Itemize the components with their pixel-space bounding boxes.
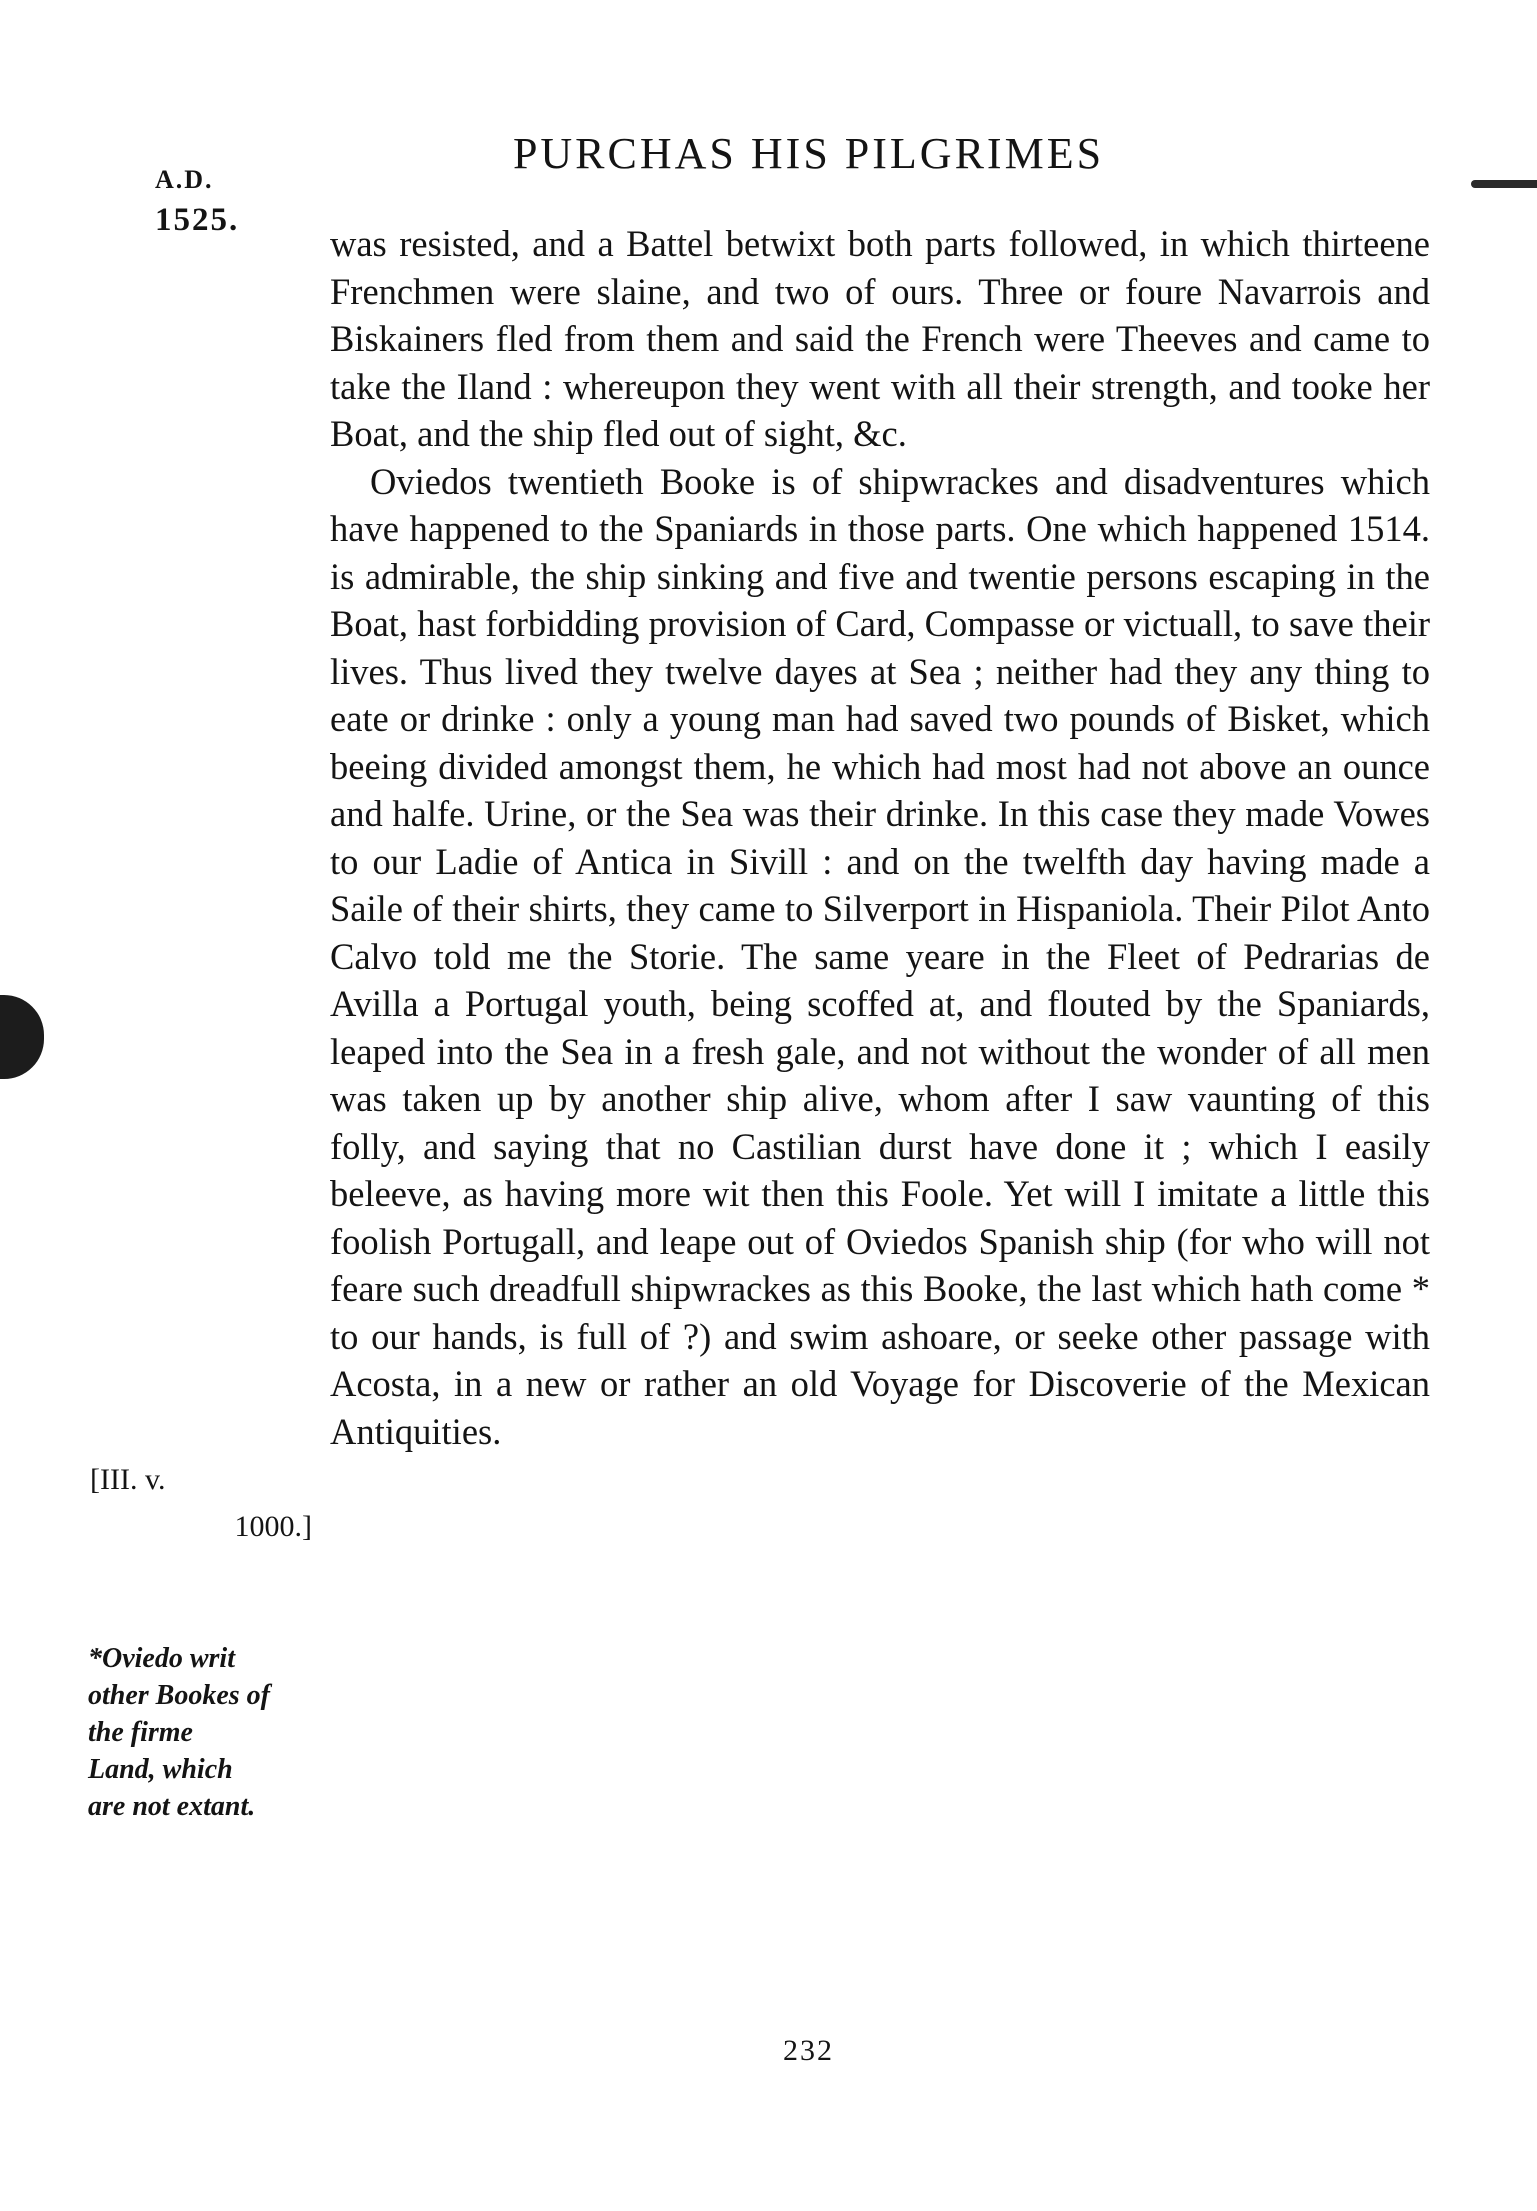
margin-reference-line: 1000.]: [234, 1510, 312, 1543]
margin-note-line: Land, which: [88, 1754, 233, 1785]
faint-marginalia: [150, 472, 290, 552]
page-number: 232: [783, 2034, 834, 2067]
year-era: A.D.: [155, 165, 214, 194]
paragraph: Oviedos twentieth Booke is of shipwrackes and disadventures which have happened to the Spaniards in those parts. One which happened 1514. is admirable, the ship sinking and five and twentie persons escaping in the Boat, hast forbidding provision of Card, Compasse or victuall, to save their lives. Thus lived they twelve dayes at Sea ; neither had they any thing to eate or drinke : only a young man had saved two pounds of Bisket, which beeing divided amongst them, he which had most had not above an ounce and halfe. Urine, or the Sea was their drinke. In this case they made Vowes to our Ladie of Antica in Sivill : and on the twelfth day having made a Saile of their shirts, they came to Silverport in Hispaniola. Their Pilot Anto Calvo told me the Storie. The same yeare in the Fleet of Pedrarias de Avilla a Portugal youth, being scoffed at, and flouted by the Spaniards, leaped into the Sea in a fresh gale, and not without the wonder of all men was taken up by another ship alive, whom after I saw vaunting of this folly, and saying that no Castilian durst have done it ; which I easily beleeve, as having more wit then this Foole. Yet will I imitate a little this foolish Portugall, and leape out of Oviedos Spanish ship (for who will not feare such dreadfull shipwrackes as this Booke, the last which hath come * to our hands, is full of ?) and swim ashoare, or seeke other passage with Acosta, in a new or rather an old Voyage for Discoverie of the Mexican Antiquities.: [330, 460, 1430, 1452]
margin-note-line: *Oviedo writ: [88, 1643, 235, 1674]
margin-note-line: other Bookes of: [88, 1680, 270, 1711]
margin-reference-line: [III. v.: [90, 1463, 166, 1496]
year-value: 1525.: [155, 202, 240, 238]
page-edge-mark: [1471, 180, 1537, 188]
margin-reference: [90, 1456, 312, 1550]
margin-note: [88, 1640, 318, 1825]
body-text: [330, 220, 1430, 1455]
binding-shadow: [0, 995, 44, 1079]
paragraph: was resisted, and a Battel betwixt both parts followed, in which thirteene Frenchmen were slaine, and two of ours. Three or foure Navarrois and Biskainers fled from them and said the French were Theeves and came to take the Iland : whereupon they went with all their strength, and tooke her Boat, and the ship fled out of sight, &c.: [330, 223, 1430, 454]
margin-note-line: are not extant.: [88, 1791, 256, 1822]
running-head: PURCHAS HIS PILGRIMES: [512, 129, 1105, 178]
margin-note-line: the firme: [88, 1717, 193, 1748]
